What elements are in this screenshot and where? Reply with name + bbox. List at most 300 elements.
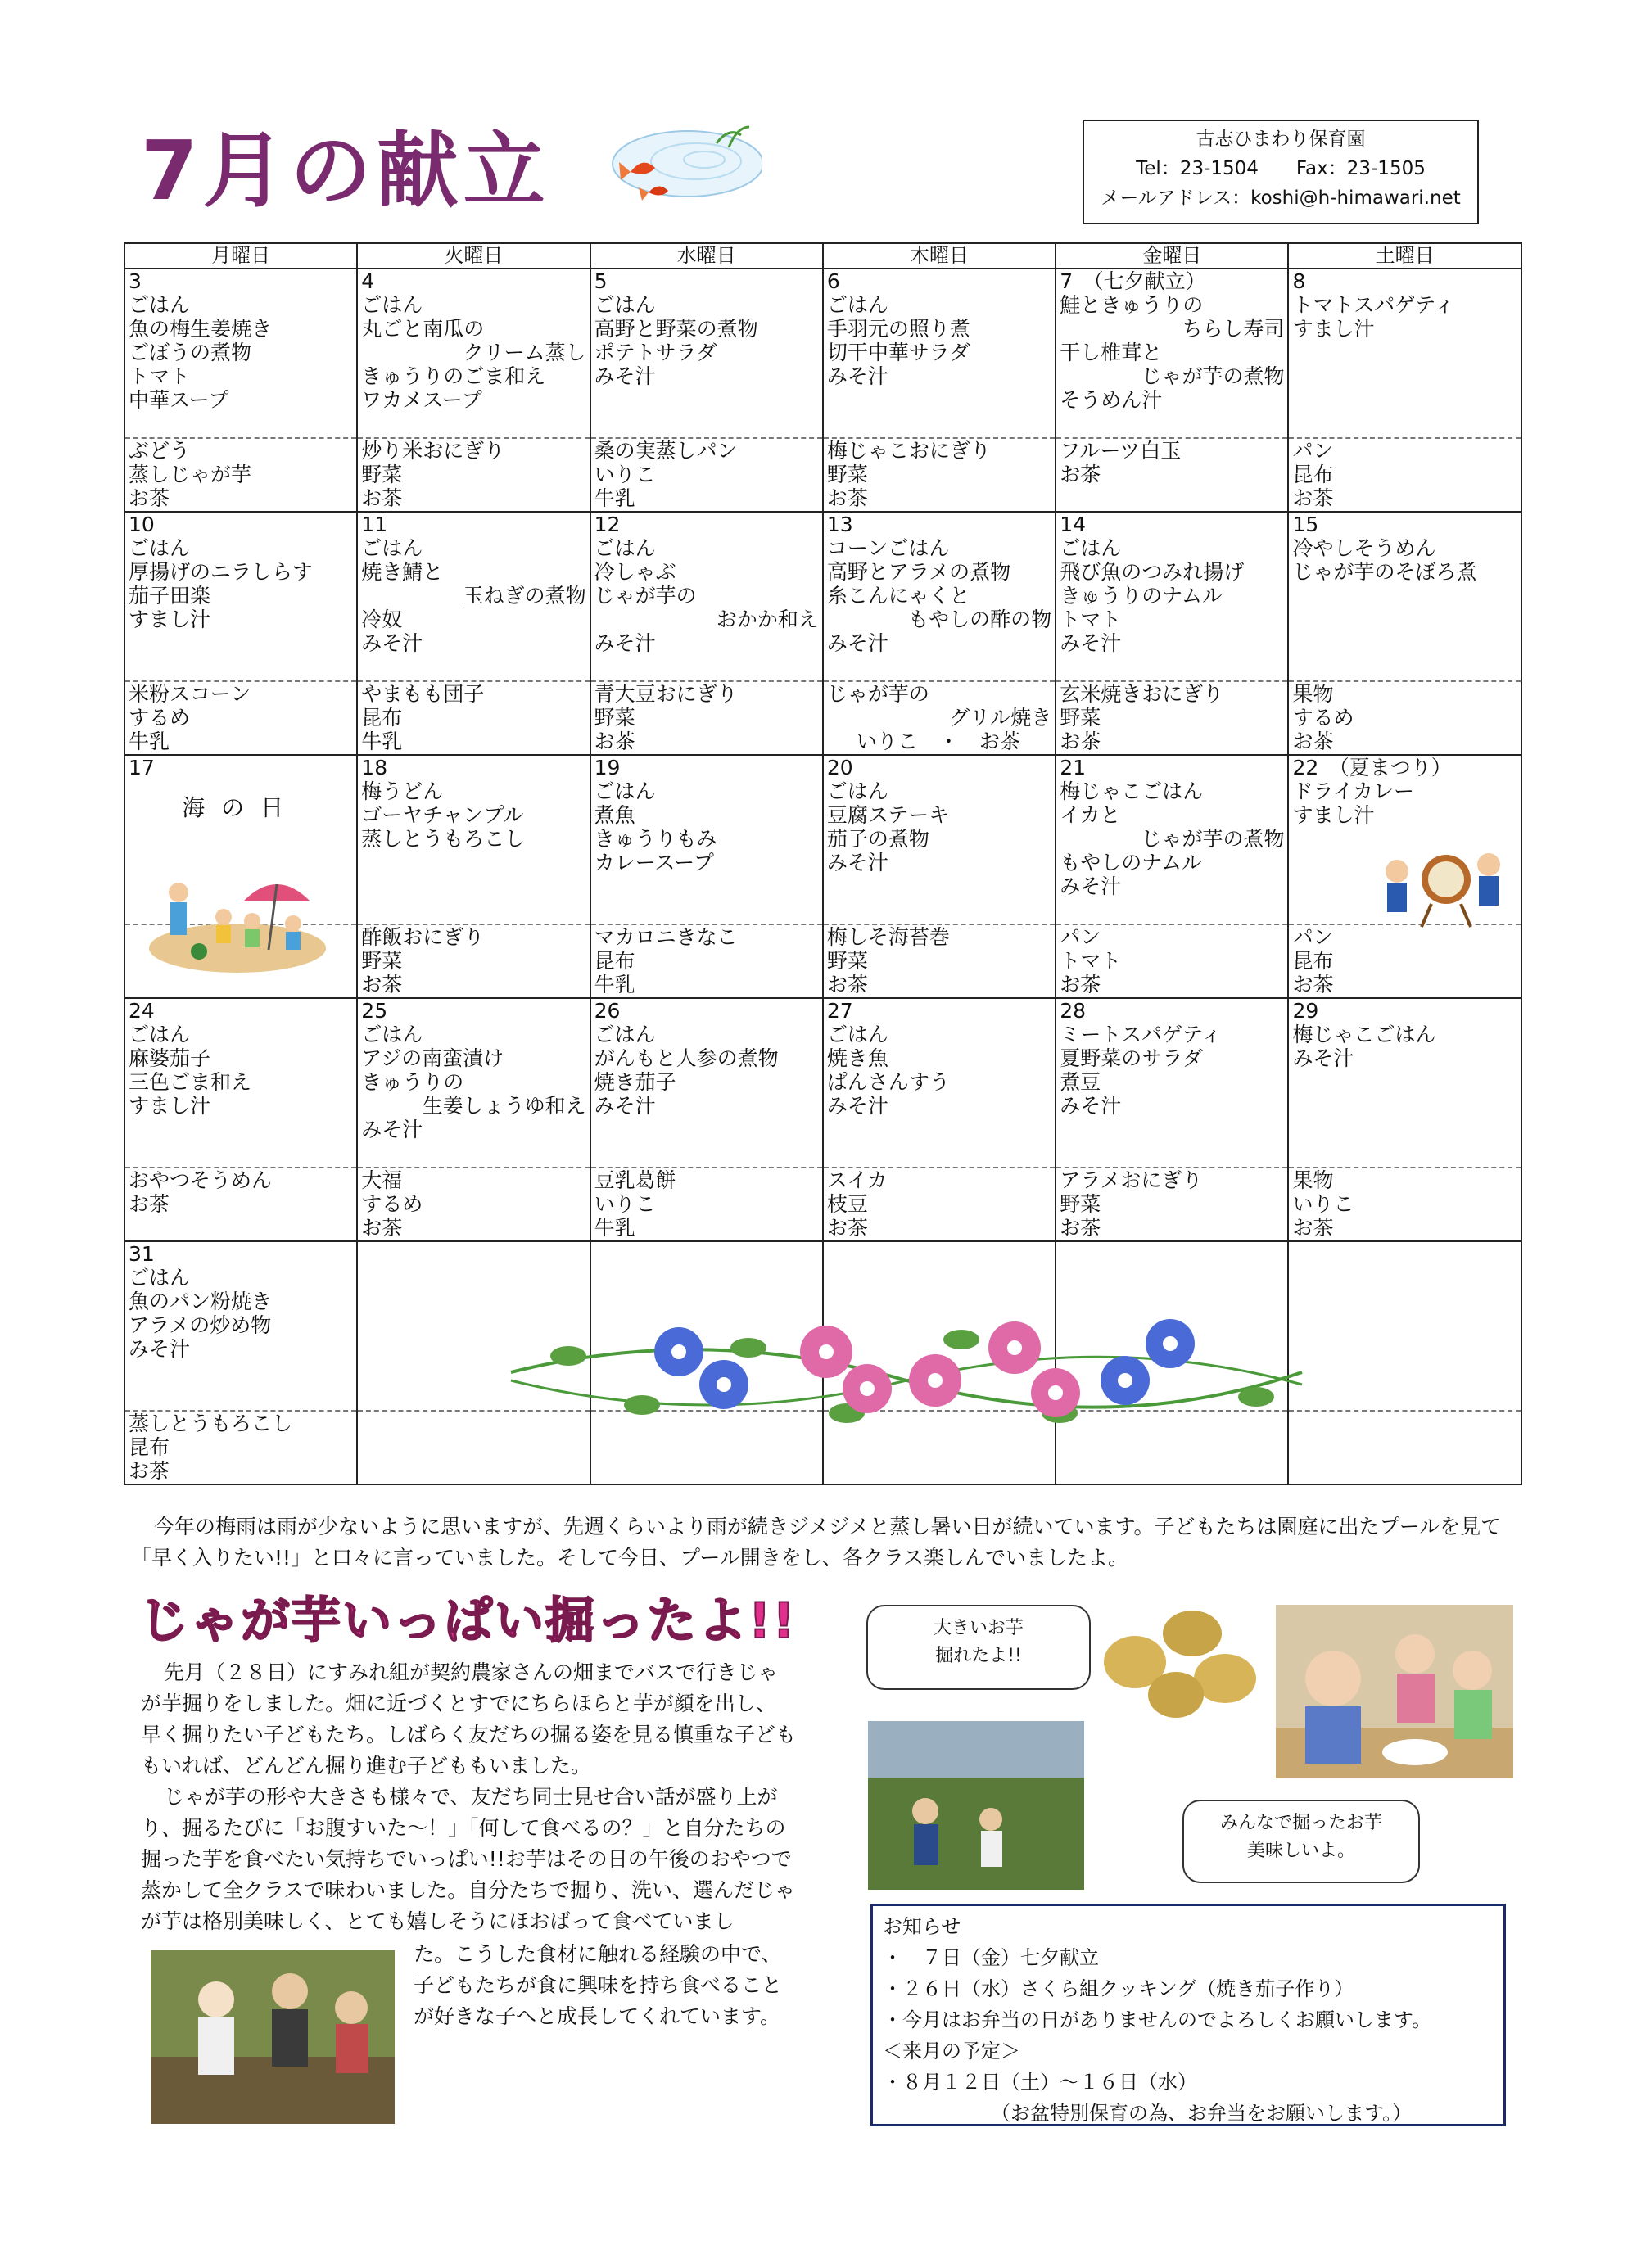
menu-item: みそ汁 xyxy=(1292,1046,1354,1070)
menu-item: 玉ねぎの煮物 xyxy=(463,584,586,608)
intro-text: 今年の梅雨は雨が少ないように思いますが、先週くらいより雨が続きジメジメと蒸し暑い日が続いています。子どもたちは園庭に出たプールを見て「早く入りたい!!」と口々に言っていました。そして今日、プール開きをし、各クラス楽しんでいましたよ。 xyxy=(131,1515,1502,1570)
menu-item: お茶 xyxy=(1292,486,1334,510)
menu-item: ぶどう xyxy=(129,439,191,463)
menu-item: 炒り米おにぎり xyxy=(361,439,505,463)
notice-item: ・今月はお弁当の日がありませんのでよろしくお願いします。 xyxy=(883,2008,1432,2031)
menu-item: お茶 xyxy=(1060,463,1101,486)
menu-item: 野菜 xyxy=(1060,706,1101,730)
menu-item: ちらし寿司 xyxy=(1182,317,1285,341)
notice-item: ・２６日（水）さくら組クッキング（焼き茄子作り） xyxy=(883,1977,1354,2000)
menu-item: お茶 xyxy=(1292,1216,1334,1240)
lunch-cell xyxy=(124,293,357,438)
holiday-label: 海の日 xyxy=(182,794,301,821)
article-paragraph-2: じゃが芋の形や大きさも様々で、友だち同士見せ合い話が盛り上がり、掘るたびに「お腹すいた〜！」「何して食べるの？」と自分たちの掘った芋を食べたい気持ちでいっぱい!!お芋はその日の午後のおやつで蒸かして全クラスで味わいました。自分たちで掘り、洗い、選んだじゃが芋は格別美味しく、とても嬉しそうにほおばって食べていまし xyxy=(141,1785,796,1933)
snack-cell xyxy=(1288,924,1521,998)
date-row xyxy=(124,269,1521,293)
menu-item: みそ汁 xyxy=(826,851,888,874)
menu-item: 焼き茄子 xyxy=(594,1070,676,1094)
snack-cell xyxy=(1056,924,1288,998)
menu-item: 梅しそ海苔巻 xyxy=(826,925,950,949)
date-cell: 11 xyxy=(357,512,590,536)
menu-item: 冷やしそうめん xyxy=(1292,536,1436,560)
snack-cell xyxy=(1288,681,1521,755)
menu-item: 昆布 xyxy=(594,949,635,973)
lunch-cell xyxy=(124,536,357,681)
children-digging-photo xyxy=(151,1950,395,2124)
lunch-cell xyxy=(1288,1023,1521,1168)
menu-item: 梅じゃこおにぎり xyxy=(826,439,991,463)
snack-cell xyxy=(357,438,590,512)
menu-item: 冷奴 xyxy=(361,608,403,631)
menu-item: みそ汁 xyxy=(361,1118,423,1141)
menu-item: みそ汁 xyxy=(594,1094,656,1118)
snack-cell xyxy=(823,1168,1056,1241)
bubble-top-line-2: 掘れたよ!! xyxy=(935,1646,1022,1666)
menu-item: じゃが芋の xyxy=(826,682,929,706)
snack-cell xyxy=(1056,681,1288,755)
lunch-cell xyxy=(590,536,823,681)
menu-item: 中華スープ xyxy=(129,388,229,412)
lunch-cell xyxy=(823,1023,1056,1168)
bubble-top-line-1: 大きいお芋 xyxy=(933,1618,1024,1638)
menu-item: 干し椎茸と xyxy=(1060,341,1163,364)
menu-item: 昆布 xyxy=(1292,949,1334,973)
menu-item: ぱんさんすう xyxy=(826,1070,950,1094)
menu-item: ごはん xyxy=(129,293,191,317)
menu-item: みそ汁 xyxy=(129,1337,191,1361)
date-cell: 20 xyxy=(823,755,1056,779)
bubble-bottom-line-2: 美味しいよ。 xyxy=(1246,1841,1355,1861)
menu-item: いりこ xyxy=(594,1192,656,1216)
date-cell: 31 xyxy=(124,1241,357,1266)
menu-item: 牛乳 xyxy=(361,730,403,753)
menu-item: イカと xyxy=(1060,803,1121,827)
notice-title: お知らせ xyxy=(883,1915,961,1938)
menu-item: みそ汁 xyxy=(1060,1094,1122,1118)
menu-item: おやつそうめん xyxy=(129,1168,273,1192)
menu-item: みそ汁 xyxy=(1060,631,1122,655)
menu-item: 野菜 xyxy=(1060,1192,1101,1216)
date-cell: 12 xyxy=(590,512,823,536)
menu-item: お茶 xyxy=(1292,973,1334,996)
menu-item: 夏野菜のサラダ xyxy=(1060,1046,1203,1070)
date-cell: 5 xyxy=(590,269,823,293)
date-cell: 21 xyxy=(1056,755,1288,779)
menu-item: ごはん xyxy=(361,1023,423,1046)
snack-cell xyxy=(1288,1411,1521,1484)
menu-item: 高野と野菜の煮物 xyxy=(594,317,758,341)
menu-item: トマトスパゲティ xyxy=(1292,293,1455,317)
lunch-row xyxy=(124,536,1521,681)
school-phone: Tel：23-1504 Fax：23-1505 xyxy=(1136,158,1426,179)
lunch-cell xyxy=(1288,536,1521,681)
lunch-cell xyxy=(823,536,1056,681)
snack-row xyxy=(124,924,1521,998)
snack-cell xyxy=(1056,438,1288,512)
menu-item: パン xyxy=(1292,439,1334,463)
snack-cell xyxy=(590,1168,823,1241)
menu-item: 煮魚 xyxy=(594,803,635,827)
menu-item: すまし汁 xyxy=(129,1094,211,1118)
notice-item: ・８月１２日（土）〜１６日（水） xyxy=(883,2071,1197,2094)
menu-item: 飛び魚のつみれ揚げ xyxy=(1060,560,1245,584)
day-header: 水曜日 xyxy=(590,243,823,269)
menu-item: 焼き鯖と xyxy=(361,560,444,584)
date-cell: 4 xyxy=(357,269,590,293)
lunch-cell xyxy=(357,779,590,924)
day-header: 土曜日 xyxy=(1288,243,1521,269)
menu-item: 鮭ときゅうりの xyxy=(1060,293,1204,317)
menu-item: お茶 xyxy=(361,1216,403,1240)
menu-item: 蒸しとうもろこし xyxy=(129,1412,293,1435)
lunch-cell xyxy=(124,1266,357,1411)
menu-item: 青大豆おにぎり xyxy=(594,682,738,706)
menu-item: 牛乳 xyxy=(594,973,635,996)
menu-item: お茶 xyxy=(826,486,868,510)
day-header: 金曜日 xyxy=(1056,243,1288,269)
lunch-cell xyxy=(1056,779,1288,924)
menu-item: アジの南蛮漬け xyxy=(361,1046,504,1070)
menu-item: ごはん xyxy=(129,536,191,560)
menu-item: 高野とアラメの煮物 xyxy=(826,560,1011,584)
menu-item: みそ汁 xyxy=(594,364,656,388)
menu-item: 三色ごま和え xyxy=(129,1070,252,1094)
menu-item: ごはん xyxy=(826,1023,888,1046)
menu-item: きゅうりもみ xyxy=(594,827,717,851)
menu-item: トマト xyxy=(129,364,191,388)
snack-cell xyxy=(590,438,823,512)
menu-item: いりこ ・ お茶 xyxy=(856,730,1020,753)
menu-item: お茶 xyxy=(129,1192,170,1216)
children-eating-photo xyxy=(1276,1605,1513,1778)
snack-row xyxy=(124,438,1521,512)
menu-calendar xyxy=(124,242,1522,1485)
menu-item: 牛乳 xyxy=(129,730,170,753)
menu-item: いりこ xyxy=(594,463,656,486)
lunch-cell xyxy=(823,293,1056,438)
menu-item: 豆乳葛餅 xyxy=(594,1168,676,1192)
lunch-cell xyxy=(357,1023,590,1168)
date-cell: 17 xyxy=(124,755,357,779)
menu-item: 牛乳 xyxy=(594,486,635,510)
menu-item: 魚の梅生姜焼き xyxy=(129,317,273,341)
menu-item: 昆布 xyxy=(129,1435,170,1459)
lunch-cell xyxy=(124,1023,357,1168)
menu-item: すまし汁 xyxy=(129,608,211,631)
snack-row xyxy=(124,1168,1521,1241)
article-paragraph-3: た。こうした食材に触れる経験の中で、子どもたちが食に興味を持ち食べることが好きな子へと成長してくれています。 xyxy=(414,1942,783,2028)
school-info-box xyxy=(1083,120,1479,224)
lunch-cell xyxy=(1288,293,1521,438)
menu-item: 焼き魚 xyxy=(826,1046,888,1070)
menu-item: お茶 xyxy=(361,973,403,996)
potatoes-photo xyxy=(1094,1597,1263,1731)
snack-cell xyxy=(357,681,590,755)
menu-item: ごはん xyxy=(594,536,656,560)
notice-box xyxy=(870,1904,1506,2126)
menu-item: 野菜 xyxy=(361,463,403,486)
date-cell: 15 xyxy=(1288,512,1521,536)
menu-item: いりこ xyxy=(1292,1192,1354,1216)
menu-item: 昆布 xyxy=(1292,463,1334,486)
day-header: 月曜日 xyxy=(124,243,357,269)
menu-item: ごはん xyxy=(129,1266,191,1290)
date-cell: 3 xyxy=(124,269,357,293)
menu-item: ゴーヤチャンプル xyxy=(361,803,524,827)
menu-item: 豆腐ステーキ xyxy=(826,803,950,827)
lunch-row xyxy=(124,779,1521,924)
menu-item: もやしの酢の物 xyxy=(908,608,1052,631)
menu-item: きゅうりの xyxy=(361,1070,464,1094)
article-paragraph-1: 先月（２８日）にすみれ組が契約農家さんの畑までバスで行きじゃが芋掘りをしました。畑に近づくとすでにちらほらと芋が顔を出し、早く掘りたい子どもたち。しばらく友だちの掘る姿を見る慎重な子どももいれば、どんどん掘り進む子どももいました。 xyxy=(141,1660,797,1778)
menu-item: 果物 xyxy=(1292,682,1334,706)
date-cell: 10 xyxy=(124,512,357,536)
menu-item: お茶 xyxy=(129,1459,170,1483)
menu-item: みそ汁 xyxy=(594,631,656,655)
snack-cell xyxy=(823,438,1056,512)
lunch-cell xyxy=(1288,1266,1521,1411)
lunch-cell xyxy=(357,536,590,681)
menu-item: アラメおにぎり xyxy=(1060,1168,1203,1192)
menu-item: やまもも団子 xyxy=(361,682,485,706)
menu-item: トマト xyxy=(1060,608,1122,631)
menu-item: 梅じゃこごはん xyxy=(1060,779,1204,803)
bubble-bottom-line-1: みんなで掘ったお芋 xyxy=(1219,1813,1382,1833)
date-cell xyxy=(1056,1241,1288,1266)
menu-item: 茄子田楽 xyxy=(129,584,211,608)
lunch-cell xyxy=(590,779,823,924)
menu-item: ごはん xyxy=(594,779,656,803)
date-row xyxy=(124,512,1521,536)
menu-item: 枝豆 xyxy=(826,1192,868,1216)
menu-item: 昆布 xyxy=(361,706,403,730)
day-header: 木曜日 xyxy=(823,243,1056,269)
date-row xyxy=(124,755,1521,779)
menu-item: すまし汁 xyxy=(1292,317,1375,341)
menu-item: お茶 xyxy=(826,1216,868,1240)
date-cell xyxy=(823,1241,1056,1266)
menu-item: お茶 xyxy=(1292,730,1334,753)
menu-item: みそ汁 xyxy=(1060,874,1122,898)
lunch-cell xyxy=(1056,1023,1288,1168)
snack-row xyxy=(124,681,1521,755)
menu-item: 野菜 xyxy=(826,949,868,973)
menu-item: じゃが芋のそぼろ煮 xyxy=(1292,560,1477,584)
morning-glory-illustration xyxy=(503,1307,1310,1448)
date-cell: 18 xyxy=(357,755,590,779)
menu-item: じゃが芋の xyxy=(594,584,697,608)
menu-item: 魚のパン粉焼き xyxy=(129,1290,273,1313)
menu-item: ごはん xyxy=(1060,536,1122,560)
snack-cell xyxy=(124,1168,357,1241)
snack-cell xyxy=(1288,438,1521,512)
menu-item: 麻婆茄子 xyxy=(129,1046,211,1070)
beach-illustration xyxy=(146,852,329,974)
menu-item: そうめん汁 xyxy=(1060,388,1163,412)
menu-item: カレースープ xyxy=(594,851,714,874)
snack-cell xyxy=(124,681,357,755)
menu-item: ワカメスープ xyxy=(361,388,482,412)
festival-drum-illustration xyxy=(1372,838,1508,930)
menu-item: 茄子の煮物 xyxy=(826,827,929,851)
menu-item: コーンごはん xyxy=(826,536,950,560)
menu-item: お茶 xyxy=(1060,973,1101,996)
menu-item: みそ汁 xyxy=(826,631,888,655)
menu-item: 手羽元の照り煮 xyxy=(826,317,970,341)
menu-item: じゃが芋の煮物 xyxy=(1141,364,1285,388)
menu-item: ごはん xyxy=(826,779,888,803)
date-cell: 26 xyxy=(590,998,823,1023)
menu-item: するめ xyxy=(1292,706,1354,730)
menu-item: 切干中華サラダ xyxy=(826,341,970,364)
snack-cell xyxy=(357,924,590,998)
menu-item: マカロニきなこ xyxy=(594,925,738,949)
snack-cell xyxy=(1288,1168,1521,1241)
date-cell xyxy=(357,1241,590,1266)
menu-item: パン xyxy=(1292,925,1334,949)
menu-item: お茶 xyxy=(1060,730,1101,753)
date-cell: 27 xyxy=(823,998,1056,1023)
menu-item: 米粉スコーン xyxy=(129,682,251,706)
snack-cell xyxy=(823,681,1056,755)
menu-item: みそ汁 xyxy=(826,364,888,388)
menu-item: トマト xyxy=(1060,949,1122,973)
menu-item: みそ汁 xyxy=(826,1094,888,1118)
lunch-row xyxy=(124,1023,1521,1168)
menu-item: グリル焼き xyxy=(949,706,1052,730)
snack-cell xyxy=(357,1168,590,1241)
menu-item: 煮豆 xyxy=(1060,1070,1101,1094)
article-body xyxy=(141,1657,796,1937)
menu-item: お茶 xyxy=(361,486,403,510)
date-cell xyxy=(590,1241,823,1266)
menu-item: お茶 xyxy=(594,730,635,753)
menu-item: 梅うどん xyxy=(361,779,444,803)
menu-item: ごはん xyxy=(129,1023,191,1046)
menu-item: パン xyxy=(1060,925,1101,949)
menu-item: 玄米焼きおにぎり xyxy=(1060,682,1224,706)
menu-item: 牛乳 xyxy=(594,1216,635,1240)
menu-item: ごはん xyxy=(826,293,888,317)
menu-item: 梅じゃこごはん xyxy=(1292,1023,1436,1046)
article-heading: じゃが芋いっぱい掘ったよ!! xyxy=(139,1593,797,1650)
field-photo xyxy=(868,1721,1084,1890)
menu-item: おかか和え xyxy=(716,608,819,631)
lunch-cell xyxy=(357,293,590,438)
date-cell: 14 xyxy=(1056,512,1288,536)
date-cell: 24 xyxy=(124,998,357,1023)
page-title: 7月の献立 xyxy=(141,123,550,219)
menu-item: 生姜しょうゆ和え xyxy=(422,1094,586,1118)
menu-item: するめ xyxy=(129,706,191,730)
menu-item: 桑の実蒸しパン xyxy=(594,439,738,463)
menu-item: きゅうりのナムル xyxy=(1060,584,1223,608)
lunch-row xyxy=(124,293,1521,438)
date-cell: 25 xyxy=(357,998,590,1023)
snack-cell xyxy=(590,924,823,998)
date-cell: 8 xyxy=(1288,269,1521,293)
menu-item: がんもと人参の煮物 xyxy=(594,1046,779,1070)
menu-item: ごはん xyxy=(361,536,423,560)
date-cell xyxy=(1288,1241,1521,1266)
menu-item: スイカ xyxy=(826,1168,888,1192)
menu-item: アラメの炒め物 xyxy=(129,1313,272,1337)
school-name: 古志ひまわり保育園 xyxy=(1196,129,1366,150)
menu-item: すまし汁 xyxy=(1292,803,1375,827)
snack-cell xyxy=(590,681,823,755)
menu-item: 冷しゃぶ xyxy=(594,560,676,584)
date-cell: 22 （夏まつり） xyxy=(1288,755,1521,779)
notice-item: ・ ７日（金）七夕献立 xyxy=(883,1946,1099,1969)
menu-item: ドライカレー xyxy=(1292,779,1414,803)
lunch-cell xyxy=(823,779,1056,924)
notice-item: （お盆特別保育の為、お弁当をお願いします。） xyxy=(883,2102,1413,2125)
school-email: メールアドレス：koshi@h-himawari.net xyxy=(1101,187,1461,209)
menu-item: フルーツ白玉 xyxy=(1060,439,1182,463)
lunch-cell xyxy=(1056,536,1288,681)
snack-cell xyxy=(823,924,1056,998)
day-header: 火曜日 xyxy=(357,243,590,269)
menu-item: するめ xyxy=(361,1192,423,1216)
menu-item: 丸ごと南瓜の xyxy=(361,317,485,341)
date-row xyxy=(124,998,1521,1023)
menu-item: ごぼうの煮物 xyxy=(129,341,252,364)
date-cell: 28 xyxy=(1056,998,1288,1023)
menu-item: 大福 xyxy=(361,1168,403,1192)
menu-item: ごはん xyxy=(594,1023,656,1046)
snack-cell xyxy=(1056,1168,1288,1241)
speech-bubble-top xyxy=(866,1605,1091,1690)
date-cell: 7 （七夕献立） xyxy=(1056,269,1288,293)
menu-item: 蒸しじゃが芋 xyxy=(129,463,252,486)
menu-item: クリーム蒸し xyxy=(463,341,586,364)
menu-item: もやしのナムル xyxy=(1060,851,1202,874)
menu-item: 酢飯おにぎり xyxy=(361,925,485,949)
menu-item: じゃが芋の煮物 xyxy=(1141,827,1285,851)
menu-item: きゅうりのごま和え xyxy=(361,364,546,388)
lunch-cell xyxy=(590,293,823,438)
date-cell: 13 xyxy=(823,512,1056,536)
snack-cell xyxy=(124,1411,357,1484)
date-row xyxy=(124,1241,1521,1266)
menu-item: 野菜 xyxy=(826,463,868,486)
menu-item: 厚揚げのニラしらす xyxy=(129,560,314,584)
menu-item: 野菜 xyxy=(594,706,635,730)
menu-item: みそ汁 xyxy=(361,631,423,655)
menu-item: ごはん xyxy=(594,293,656,317)
date-cell: 29 xyxy=(1288,998,1521,1023)
menu-item: お茶 xyxy=(129,486,170,510)
speech-bubble-bottom xyxy=(1182,1800,1420,1883)
menu-item: ごはん xyxy=(361,293,423,317)
menu-item: お茶 xyxy=(826,973,868,996)
menu-item: 糸こんにゃくと xyxy=(826,584,970,608)
lunch-cell xyxy=(590,1023,823,1168)
menu-item: 野菜 xyxy=(361,949,403,973)
day-header-row xyxy=(124,243,1521,269)
menu-item: 蒸しとうもろこし xyxy=(361,827,526,851)
date-cell: 19 xyxy=(590,755,823,779)
date-cell: 6 xyxy=(823,269,1056,293)
menu-item: ミートスパゲティ xyxy=(1060,1023,1222,1046)
menu-item: 果物 xyxy=(1292,1168,1334,1192)
snack-cell xyxy=(124,438,357,512)
menu-item: ポテトサラダ xyxy=(594,341,717,364)
lunch-cell xyxy=(1056,293,1288,438)
goldfish-illustration xyxy=(598,111,762,217)
notice-item: ＜来月の予定＞ xyxy=(883,2040,1020,2062)
menu-item: お茶 xyxy=(1060,1216,1101,1240)
